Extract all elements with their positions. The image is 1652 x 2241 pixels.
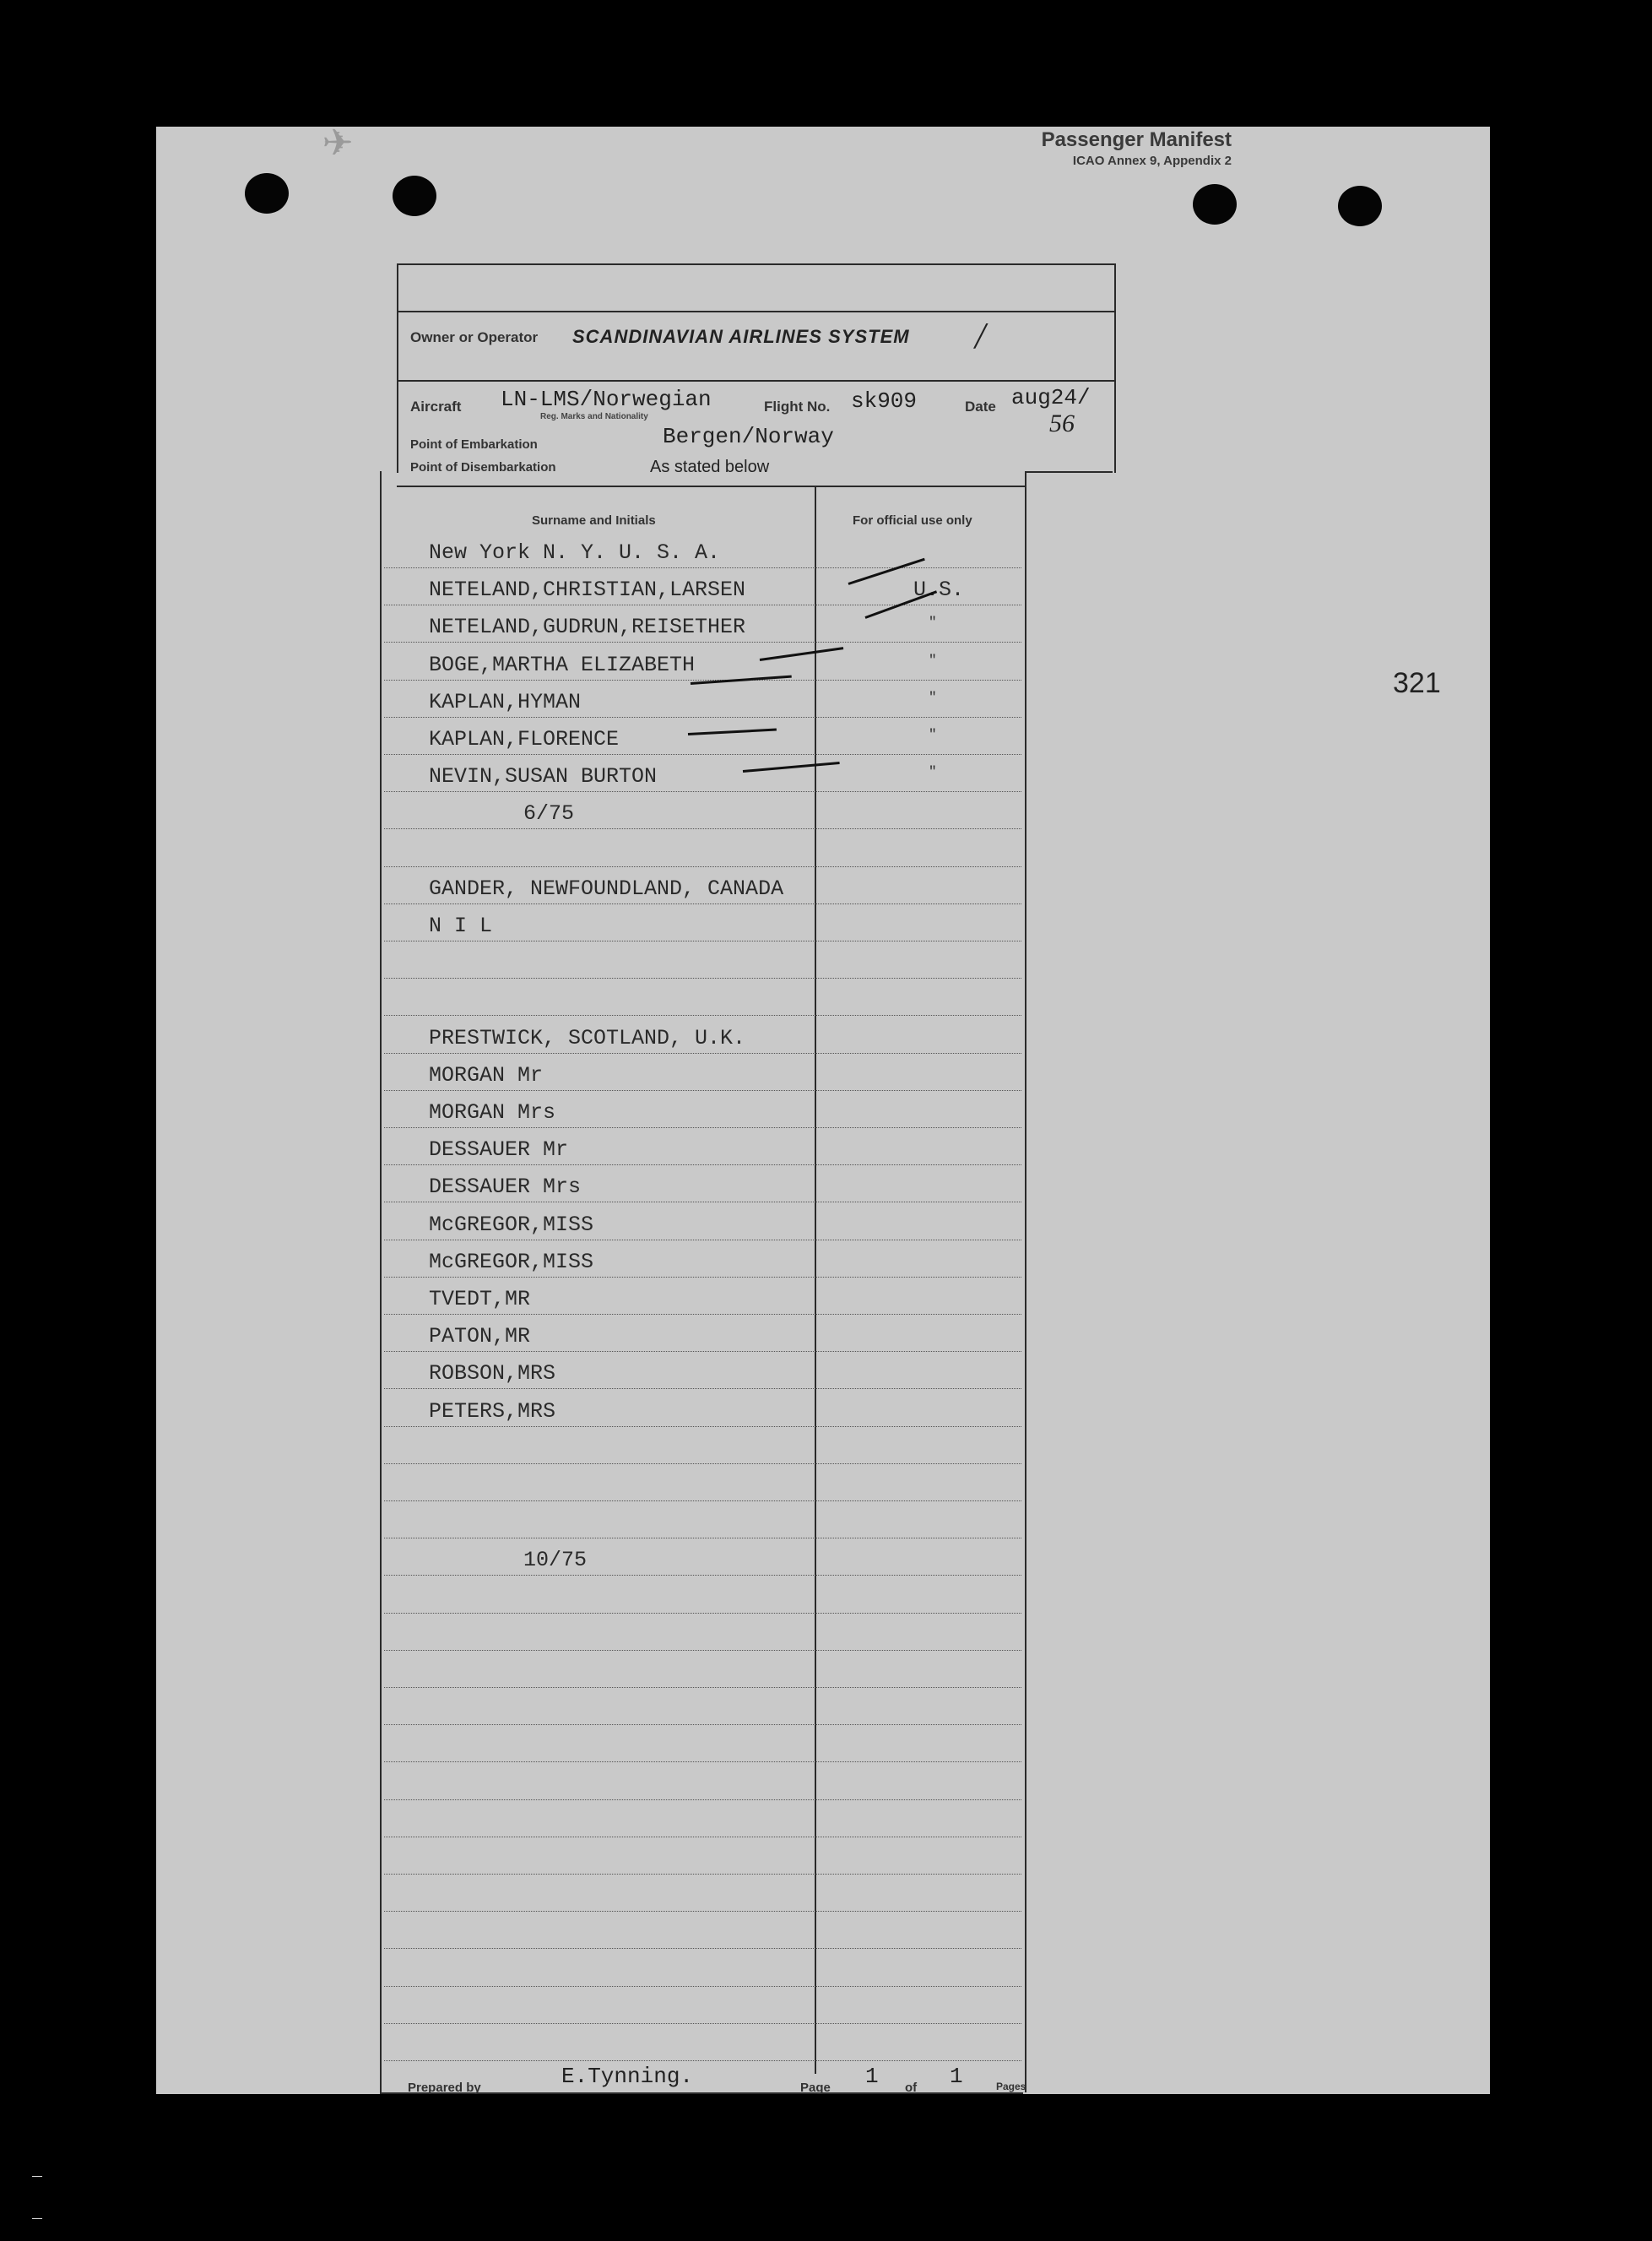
manifest-row-name: KAPLAN,FLORENCE <box>429 727 620 752</box>
row-rule <box>384 1799 1021 1800</box>
manifest-row-name: PATON,MR <box>429 1324 531 1349</box>
aircraft-sublabel: Reg. Marks and Nationality <box>540 412 648 421</box>
header-separator <box>397 311 1116 312</box>
manifest-row-name: ROBSON,MRS <box>429 1361 556 1386</box>
form-subtitle: ICAO Annex 9, Appendix 2 <box>1072 154 1232 168</box>
row-rule <box>384 1127 1021 1128</box>
row-rule <box>384 866 1021 867</box>
manifest-row-official: " <box>929 727 937 742</box>
of-value: 1 <box>950 2064 963 2089</box>
row-rule <box>384 1090 1021 1091</box>
punch-hole <box>245 173 289 214</box>
row-rule <box>384 1575 1021 1576</box>
manifest-row-name: MORGAN Mrs <box>429 1100 556 1125</box>
form-body-frame <box>380 471 1026 2092</box>
official-column-header: For official use only <box>853 513 972 528</box>
row-rule <box>384 1613 1021 1614</box>
date-label: Date <box>965 399 996 415</box>
row-rule <box>384 1388 1021 1389</box>
row-rule <box>384 717 1021 718</box>
manifest-row-name: PETERS,MRS <box>429 1398 556 1424</box>
header-separator <box>1026 471 1113 473</box>
row-rule <box>384 642 1021 643</box>
embarkation-label: Point of Embarkation <box>410 437 538 452</box>
row-rule <box>384 1164 1021 1165</box>
manifest-row-official: " <box>929 689 937 705</box>
row-rule <box>384 1761 1021 1762</box>
page-value: 1 <box>865 2064 879 2089</box>
row-rule <box>384 903 1021 904</box>
row-rule <box>384 1463 1021 1464</box>
row-rule <box>384 1053 1021 1054</box>
owner-label: Owner or Operator <box>410 329 539 345</box>
row-rule <box>384 567 1021 568</box>
punch-hole <box>393 176 436 216</box>
prepared-label: Prepared by <box>408 2081 481 2095</box>
manifest-row-name: DESSAUER Mrs <box>429 1175 582 1200</box>
row-rule <box>384 1911 1021 1912</box>
header-separator <box>397 380 1116 382</box>
row-rule <box>384 2060 1021 2061</box>
manifest-row-official: " <box>929 764 937 780</box>
flight-value: sk909 <box>851 388 918 414</box>
row-rule <box>384 1874 1021 1875</box>
row-rule <box>384 680 1021 681</box>
embarkation-value: Bergen/Norway <box>663 424 834 449</box>
manifest-row-official: U.S. <box>913 578 965 603</box>
flight-label: Flight No. <box>764 399 831 415</box>
form-title: Passenger Manifest <box>1041 128 1232 151</box>
row-rule <box>384 1687 1021 1688</box>
row-rule <box>384 1724 1021 1725</box>
of-label: of <box>905 2081 918 2095</box>
manifest-row-name: GANDER, NEWFOUNDLAND, CANADA <box>429 876 784 901</box>
page-label: Page <box>800 2081 831 2095</box>
manifest-row-name: BOGE,MARTHA ELIZABETH <box>429 652 696 677</box>
disembarkation-value: As stated below <box>650 458 770 476</box>
manifest-row-name: N I L <box>429 914 493 938</box>
manifest-row-name: McGREGOR,MISS <box>429 1212 594 1237</box>
film-edge-mark: _ <box>32 2204 43 2223</box>
row-rule <box>384 1426 1021 1427</box>
row-rule <box>384 828 1021 829</box>
manifest-row-name: 6/75 <box>523 801 575 827</box>
film-edge-mark: _ <box>32 2162 43 2181</box>
row-rule <box>384 978 1021 979</box>
row-rule <box>384 1277 1021 1278</box>
manifest-row-name: TVEDT,MR <box>429 1287 531 1311</box>
owner-value: SCANDINAVIAN AIRLINES SYSTEM <box>572 326 910 347</box>
date-year: 56 <box>1049 410 1075 437</box>
aircraft-label: Aircraft <box>410 399 462 415</box>
manifest-row-name: New York N. Y. U. S. A. <box>429 540 721 565</box>
airline-emblem-icon: ✈︎ <box>322 122 354 164</box>
manifest-row-official: " <box>929 615 937 631</box>
header-separator <box>397 486 1026 487</box>
row-rule <box>384 2023 1021 2024</box>
manifest-row-official: " <box>929 652 937 668</box>
row-rule <box>384 1351 1021 1352</box>
row-rule <box>384 1500 1021 1501</box>
row-rule <box>384 1948 1021 1949</box>
punch-hole <box>1338 186 1382 226</box>
manifest-row-name: KAPLAN,HYMAN <box>429 689 582 714</box>
prepared-value: E.Tynning. <box>561 2064 694 2089</box>
aircraft-value: LN-LMS/Norwegian <box>501 387 712 412</box>
row-rule <box>384 1650 1021 1651</box>
manifest-row-name: NETELAND,CHRISTIAN,LARSEN <box>429 578 746 603</box>
punch-hole <box>1193 184 1237 225</box>
name-column-header: Surname and Initials <box>532 513 656 528</box>
disembarkation-label: Point of Disembarkation <box>410 460 556 475</box>
manifest-row-name: PRESTWICK, SCOTLAND, U.K. <box>429 1025 746 1050</box>
manifest-row-name: MORGAN Mr <box>429 1062 544 1088</box>
manifest-row-name: DESSAUER Mr <box>429 1137 569 1163</box>
pages-label: Pages <box>996 2081 1026 2092</box>
manifest-row-name: 10/75 <box>523 1548 588 1573</box>
page-number: 321 <box>1393 667 1441 699</box>
row-rule <box>384 754 1021 755</box>
manifest-row-name: McGREGOR,MISS <box>429 1249 594 1274</box>
date-value: aug24/ <box>1011 385 1091 410</box>
owner-mark: / <box>975 315 986 356</box>
row-rule <box>384 1015 1021 1016</box>
manifest-row-name: NETELAND,GUDRUN,REISETHER <box>429 615 746 640</box>
row-rule <box>384 1314 1021 1315</box>
row-rule <box>384 1986 1021 1987</box>
manifest-row-name: NEVIN,SUSAN BURTON <box>429 764 658 790</box>
row-rule <box>384 791 1021 792</box>
